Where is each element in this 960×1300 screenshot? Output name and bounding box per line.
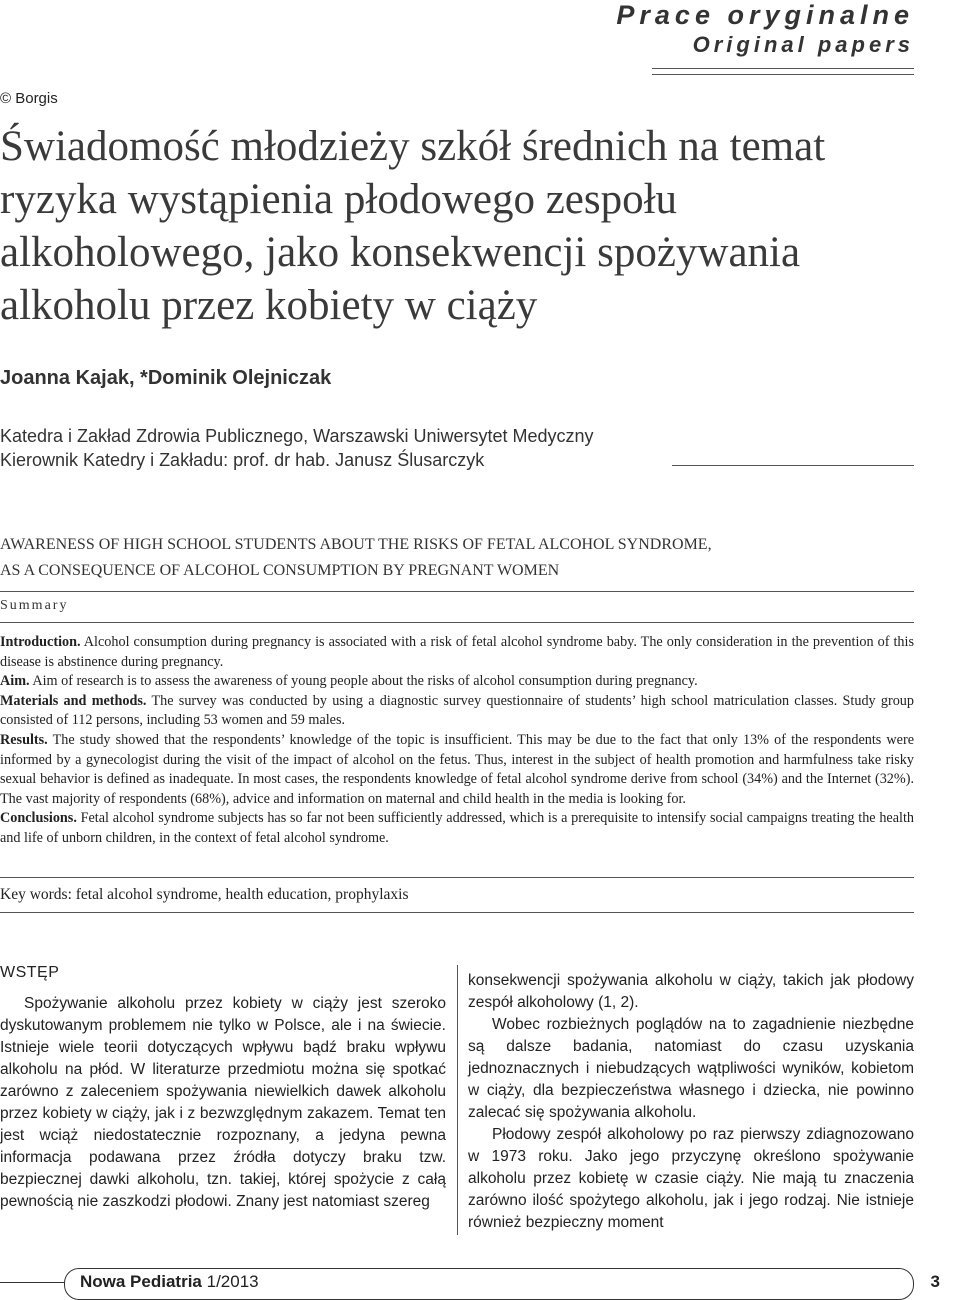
authors: Joanna Kajak, *Dominik Olejniczak [0,367,332,389]
english-title-line-1: AWARENESS OF HIGH SCHOOL STUDENTS ABOUT THE RISKS OF FETAL ALCOHOL SYNDROME, [0,536,712,553]
abstract-text: The survey was conducted by using a diagnostic survey questionnaire of students’ high school matriculation classes. Study group consisted of 112 persons, including 53 women and 59 males. [0,692,914,729]
abstract-label: Conclusions. [0,810,77,827]
page-number: 3 [930,1272,940,1291]
abstract-label: Aim. [0,673,30,690]
keywords: Key words: fetal alcohol syndrome, health education, prophylaxis [0,886,409,903]
body-paragraph: Spożywanie alkoholu przez kobiety w ciąży jest szeroko dyskutowanym problemem nie tylko w Polsce, ale i na świecie. Istnieje wiele teorii dotyczących wpływu bądź braku wpływu alkoholu na płód. W literaturze przedmiotu można się spotkać zarówno z zaleceniem spożywania niewielkich dawek alkoholu przez kobiety w ciąży, jak i z bezwzględnym zakazem. Temat ten jest wciąż niedostatecznie rozpoznany, a jedyna pewna informacja podawana przez źródła dotyczy braku tzw. bezpiecznej dawki alkoholu, tzn. takiej, której spożycie z całą pewnością nie zaszkodzi płodowi. Znany jest natomiast szereg [0,995,446,1210]
summary-rule-bottom [0,622,914,623]
abstract-methods [0,692,914,731]
english-title [0,532,915,584]
body-paragraph: Wobec rozbieżnych poglądów na to zagadnienie niezbędne są dalsze badania, natomiast do czasu uzyskania jednoznacznych i niebudzących wątpliwości wyników, kobietom w ciąży, dla bezpieczeństwa własnego i dziecka, nie powinno zalecać się spożywania alkoholu. [468,1016,914,1121]
abstract [0,633,914,849]
section-label-pl: Prace oryginalne [616,0,914,30]
abstract-label: Results. [0,731,48,748]
english-title-line-2: AS A CONSEQUENCE OF ALCOHOL CONSUMPTION BY PREGNANT WOMEN [0,562,560,579]
footer-journal [80,1272,259,1292]
article-title [0,120,900,332]
title-line: ryzyka wystąpienia płodowego zespołu [0,176,678,223]
summary-rule-top [0,591,914,592]
body-paragraph: Płodowy zespół alkoholowy po raz pierwszy zdiagnozowano w 1973 roku. Jako jego przyczynę określono spożywanie alkoholu przez kobietę w czasie ciąży. Nie mają tu znaczenia zarówno ilość spożytego alkoholu, jak i jego rodzaj. Nie istnieje również bezpieczny moment [468,1126,914,1231]
affiliation-line-2: Kierownik Katedry i Zakładu: prof. dr hab. Janusz Ślusarczyk [0,450,485,470]
title-line: alkoholu przez kobiety w ciąży [0,282,538,329]
keywords-rule-top [0,877,914,878]
abstract-results [0,731,914,809]
abstract-aim [0,672,914,692]
affiliation-rule [672,465,914,466]
title-line: Świadomość młodzieży szkół średnich na temat [0,123,826,170]
title-line: alkoholowego, jako konsekwencji spożywania [0,229,801,276]
abstract-conclusions [0,809,914,848]
affiliation-line-1: Katedra i Zakład Zdrowia Publicznego, Warszawski Uniwersytet Medyczny [0,426,594,446]
keywords-rule-bottom [0,912,914,913]
abstract-text: The study showed that the respondents’ knowledge of the topic is insufficient. This may be due to the fact that only 13% of the respondents were informed by a gynecologist during the visit of the impact of alcohol on the fetus. Thus, interest in the subject of health promotion and harmfulness take risky sexual behavior is defined as inadequate. In most cases, the respondents knowledge of fetal alcohol syndrome derive from school (34%) and the Internet (32%). The vast majority of respondents (68%), advice and information on maternal and child health in the media is looking for. [0,731,914,807]
section-heading: WSTĘP [0,964,60,981]
section-label-en: Original papers [692,32,914,57]
abstract-label: Introduction. [0,634,81,650]
summary-label: Summary [0,598,69,613]
column-divider [457,965,458,1235]
body-paragraph: konsekwencji spożywania alkoholu w ciąży, takich jak płodowy zespół alkoholowy (1, 2). [468,972,914,1011]
affiliation [0,424,594,472]
abstract-introduction [0,633,914,672]
journal-name: Nowa Pediatria [80,1272,202,1291]
body-column-left [0,962,446,1213]
header-rule-bottom [652,74,914,75]
abstract-text: Fetal alcohol syndrome subjects has so far not been sufficiently addressed, which is a prerequisite to intensify social campaigns treating the health and life of unborn children, in the context of fetal alcohol syndrome. [0,810,914,846]
journal-issue: 1/2013 [206,1272,259,1291]
body-column-right [468,970,914,1234]
abstract-label: Materials and methods. [0,692,147,709]
header-rule-top [652,68,914,69]
copyright-notice: © Borgis [0,90,58,107]
section-header [616,0,914,60]
abstract-text: Alcohol consumption during pregnancy is associated with a risk of fetal alcohol syndrome baby. The only consideration in the prevention of this disease is abstinence during pregnancy. [0,634,914,670]
abstract-text: Aim of research is to assess the awareness of young people about the risks of alcohol consumption during pregnancy. [29,673,698,690]
